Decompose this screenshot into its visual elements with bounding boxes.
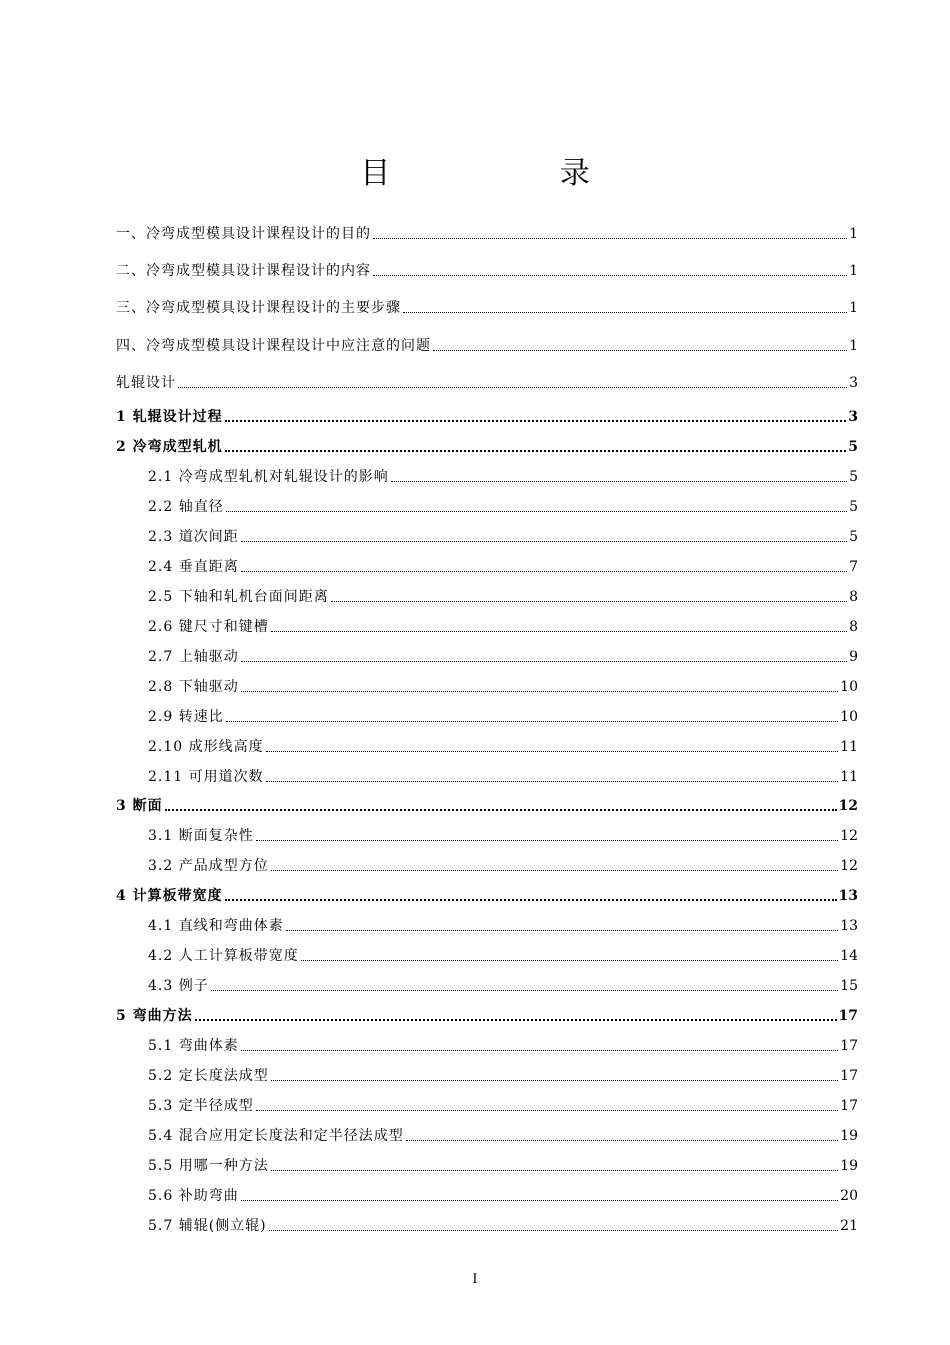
toc-entry[interactable] (116, 373, 858, 393)
toc-dot-leader (271, 1076, 838, 1081)
toc-dot-leader (266, 777, 839, 782)
toc-dot-leader (241, 687, 838, 692)
toc-entry-title: 5.7 辅辊(侧立辊) (148, 1218, 267, 1234)
toc-entry-page: 12 (838, 798, 858, 814)
toc-entry[interactable] (116, 886, 858, 906)
toc-entry-title: 2.2 轴直径 (148, 499, 224, 515)
toc-entry[interactable] (116, 224, 858, 244)
toc-entry-title: 5.5 用哪一种方法 (148, 1158, 269, 1174)
toc-entry-title: 3.2 产品成型方位 (148, 858, 269, 874)
toc-dot-leader (403, 308, 847, 313)
toc-entry[interactable] (148, 677, 858, 697)
toc-entry[interactable] (116, 407, 858, 427)
toc-entry[interactable] (148, 1066, 858, 1086)
toc-dot-leader (241, 537, 847, 542)
toc-entry[interactable] (148, 1216, 858, 1236)
toc-entry-title: 轧辊设计 (116, 375, 176, 391)
toc-dot-leader (226, 717, 838, 722)
toc-entry-title: 4 计算板带宽度 (116, 888, 223, 904)
toc-entry[interactable] (148, 1126, 858, 1146)
toc-dot-leader (286, 926, 838, 931)
toc-entry-page: 10 (840, 709, 858, 725)
toc-dot-leader (269, 1226, 839, 1231)
toc-dot-leader (391, 477, 847, 482)
toc-entry-title: 5.6 补助弯曲 (148, 1188, 239, 1204)
toc-entry-page: 15 (840, 978, 858, 994)
toc-entry[interactable] (148, 527, 858, 547)
toc-entry-title: 2.9 转速比 (148, 709, 224, 725)
toc-entry-title: 3 断面 (116, 798, 163, 814)
toc-entry[interactable] (148, 587, 858, 607)
toc-dot-leader (226, 507, 847, 512)
toc-entry-page: 17 (840, 1068, 858, 1084)
toc-entry[interactable] (116, 1006, 858, 1026)
toc-entry-page: 17 (840, 1038, 858, 1054)
toc-entry-page: 11 (840, 769, 858, 785)
toc-entry-title: 2.4 垂直距离 (148, 559, 239, 575)
toc-entry[interactable] (148, 647, 858, 667)
toc-entry-title: 2.6 键尺寸和键槽 (148, 619, 269, 635)
toc-entry-page: 11 (840, 739, 858, 755)
toc-entry-title: 2 冷弯成型轧机 (116, 439, 223, 455)
toc-entry-page: 1 (849, 300, 858, 316)
toc-entry-title: 5.3 定半径成型 (148, 1098, 254, 1114)
toc-dot-leader (195, 1015, 837, 1021)
toc-entry[interactable] (148, 737, 858, 757)
toc-entry-page: 13 (838, 888, 858, 904)
toc-entry-page: 17 (840, 1098, 858, 1114)
toc-entry-title: 5 弯曲方法 (116, 1008, 193, 1024)
toc-entry-page: 1 (849, 338, 858, 354)
toc-entry-page: 9 (849, 649, 858, 665)
toc-entry-page: 8 (849, 619, 858, 635)
toc-dot-leader (241, 567, 847, 572)
toc-entry[interactable] (148, 767, 858, 787)
toc-entry[interactable] (148, 916, 858, 936)
toc-entry-title: 2.5 下轴和轧机台面间距离 (148, 589, 329, 605)
toc-entry-title: 5.1 弯曲体素 (148, 1038, 239, 1054)
toc-entry[interactable] (148, 707, 858, 727)
toc-entry-page: 5 (849, 499, 858, 515)
toc-entry-title: 1 轧辊设计过程 (116, 409, 223, 425)
toc-entry-page: 17 (838, 1008, 858, 1024)
toc-dot-leader (211, 986, 838, 991)
toc-dot-leader (266, 747, 839, 752)
toc-entry-page: 3 (849, 375, 858, 391)
toc-dot-leader (165, 805, 837, 811)
toc-entry-page: 12 (840, 828, 858, 844)
toc-entry-page: 10 (840, 679, 858, 695)
toc-entry[interactable] (148, 1156, 858, 1176)
toc-entry[interactable] (148, 1186, 858, 1206)
toc-dot-leader (301, 956, 838, 961)
toc-dot-leader (256, 836, 838, 841)
toc-dot-leader (241, 657, 847, 662)
toc-entry-title: 2.8 下轴驱动 (148, 679, 239, 695)
toc-entry[interactable] (148, 856, 858, 876)
toc-entry-page: 7 (849, 559, 858, 575)
toc-entry-title: 5.2 定长度法成型 (148, 1068, 269, 1084)
toc-entry-title: 2.7 上轴驱动 (148, 649, 239, 665)
toc-dot-leader (178, 383, 847, 388)
toc-dot-leader (271, 1166, 838, 1171)
toc-dot-leader (225, 446, 847, 452)
toc-entry-title: 2.3 道次间距 (148, 529, 239, 545)
toc-entry-page: 19 (840, 1158, 858, 1174)
toc-dot-leader (256, 1106, 838, 1111)
toc-dot-leader (225, 416, 847, 422)
toc-entry[interactable] (116, 336, 858, 356)
toc-dot-leader (406, 1136, 838, 1141)
toc-dot-leader (241, 1046, 838, 1051)
toc-entry-page: 1 (849, 263, 858, 279)
toc-entry-title: 二、冷弯成型模具设计课程设计的内容 (116, 263, 371, 279)
toc-entry[interactable] (116, 437, 858, 457)
toc-entry-page: 8 (849, 589, 858, 605)
toc-entry-page: 14 (840, 948, 858, 964)
toc-entry[interactable] (148, 1096, 858, 1116)
toc-entry-page: 19 (840, 1128, 858, 1144)
toc-entry-title: 2.10 成形线高度 (148, 739, 264, 755)
toc-entry[interactable] (116, 796, 858, 816)
toc-entry-page: 12 (840, 858, 858, 874)
toc-entry[interactable] (148, 826, 858, 846)
toc-entry[interactable] (116, 298, 858, 318)
toc-entry-page: 13 (840, 918, 858, 934)
toc-entry-title: 三、冷弯成型模具设计课程设计的主要步骤 (116, 300, 401, 316)
toc-entry[interactable] (148, 557, 858, 577)
toc-dot-leader (241, 1196, 838, 1201)
toc-dot-leader (331, 597, 847, 602)
toc-dot-leader (271, 866, 838, 871)
toc-dot-leader (373, 271, 847, 276)
toc-entry-title: 3.1 断面复杂性 (148, 828, 254, 844)
toc-entry[interactable] (148, 467, 858, 487)
toc-dot-leader (433, 346, 847, 351)
toc-entry-title: 四、冷弯成型模具设计课程设计中应注意的问题 (116, 338, 431, 354)
toc-entry-page: 3 (848, 409, 858, 425)
toc-entry-page: 5 (849, 469, 858, 485)
toc-entry[interactable] (148, 976, 858, 996)
toc-entry-title: 2.1 冷弯成型轧机对轧辊设计的影响 (148, 469, 389, 485)
toc-entry[interactable] (116, 261, 858, 281)
toc-dot-leader (271, 627, 847, 632)
toc-entry-title: 4.2 人工计算板带宽度 (148, 948, 299, 964)
toc-entry[interactable] (148, 617, 858, 637)
toc-entry[interactable] (148, 946, 858, 966)
toc-entry-title: 2.11 可用道次数 (148, 769, 264, 785)
toc-entry-page: 20 (840, 1188, 858, 1204)
toc-entry-page: 21 (840, 1218, 858, 1234)
toc-dot-leader (373, 234, 847, 239)
toc-entry-title: 5.4 混合应用定长度法和定半径法成型 (148, 1128, 404, 1144)
page-title: 目 录 (360, 156, 670, 191)
page-number: I (472, 1272, 478, 1287)
toc-entry-title: 一、冷弯成型模具设计课程设计的目的 (116, 226, 371, 242)
toc-entry[interactable] (148, 1036, 858, 1056)
toc-entry-page: 1 (849, 226, 858, 242)
toc-entry-page: 5 (848, 439, 858, 455)
toc-dot-leader (225, 895, 837, 901)
toc-entry-title: 4.3 例子 (148, 978, 209, 994)
toc-entry-page: 5 (849, 529, 858, 545)
toc-entry[interactable] (148, 497, 858, 517)
toc-entry-title: 4.1 直线和弯曲体素 (148, 918, 284, 934)
